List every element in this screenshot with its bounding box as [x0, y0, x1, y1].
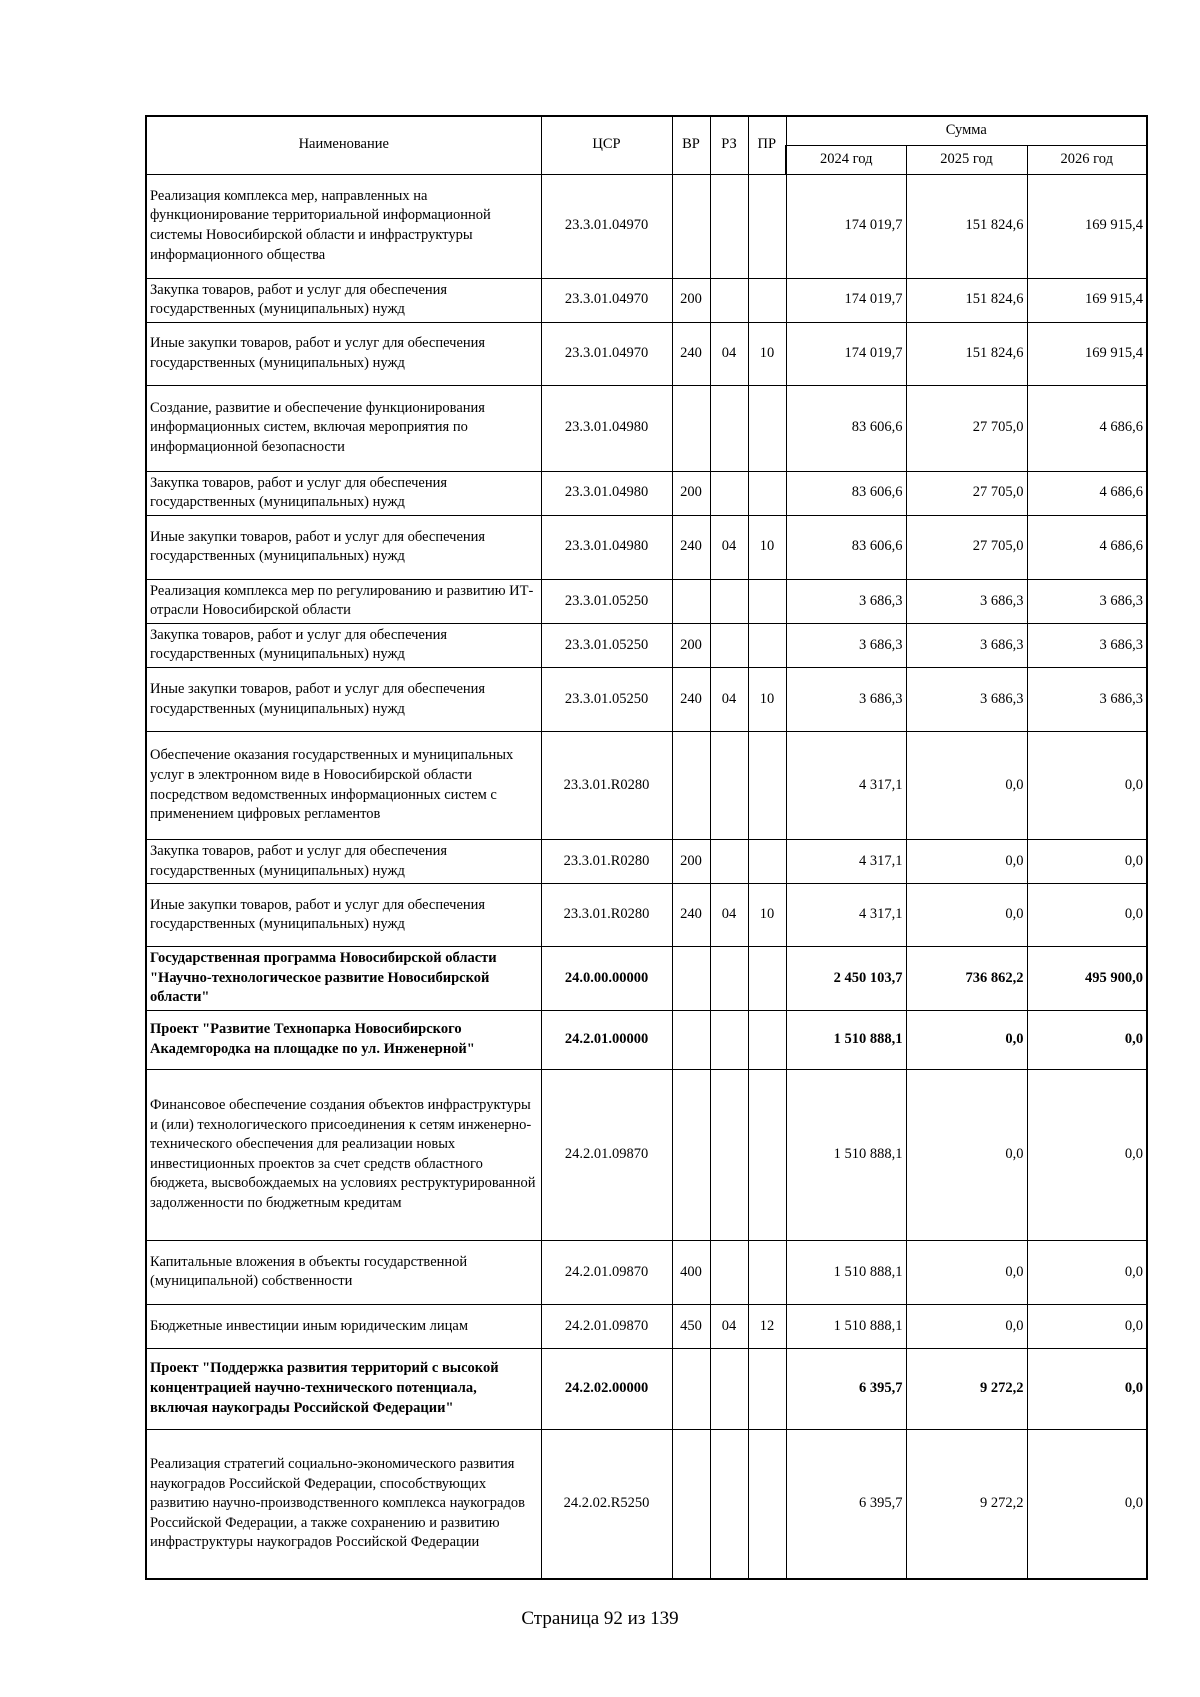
row-name: Реализация комплекса мер по регулированию и развитию ИТ-отрасли Новосибирской области: [146, 579, 541, 623]
row-rz: [710, 385, 748, 471]
row-vr: [672, 947, 710, 1011]
row-sum-2024: 4 317,1: [786, 732, 906, 840]
row-sum-2024: 1 510 888,1: [786, 1069, 906, 1240]
row-sum-2025: 151 824,6: [906, 322, 1027, 385]
row-pr: [748, 385, 786, 471]
row-pr: 10: [748, 668, 786, 732]
header-name: Наименование: [146, 116, 541, 174]
row-rz: [710, 1240, 748, 1304]
row-rz: 04: [710, 668, 748, 732]
row-name: Бюджетные инвестиции иным юридическим лицам: [146, 1304, 541, 1348]
row-csr: 24.2.02.00000: [541, 1348, 672, 1429]
row-sum-2024: 1 510 888,1: [786, 1304, 906, 1348]
row-sum-2024: 83 606,6: [786, 471, 906, 515]
row-pr: [748, 1348, 786, 1429]
row-csr: 23.3.01.04970: [541, 322, 672, 385]
row-pr: [748, 278, 786, 322]
row-pr: [748, 1010, 786, 1069]
row-vr: [672, 1429, 710, 1579]
row-sum-2025: 151 824,6: [906, 278, 1027, 322]
row-sum-2026: 3 686,3: [1027, 668, 1147, 732]
row-csr: 24.0.00.00000: [541, 947, 672, 1011]
row-sum-2026: 0,0: [1027, 840, 1147, 884]
row-csr: 23.3.01.05250: [541, 623, 672, 667]
row-sum-2025: 0,0: [906, 884, 1027, 947]
row-sum-2024: 83 606,6: [786, 385, 906, 471]
row-name: Капитальные вложения в объекты государственной (муниципальной) собственности: [146, 1240, 541, 1304]
row-name: Закупка товаров, работ и услуг для обеспечения государственных (муниципальных) нужд: [146, 278, 541, 322]
row-sum-2026: 0,0: [1027, 732, 1147, 840]
row-vr: [672, 1348, 710, 1429]
header-rz: РЗ: [710, 116, 748, 174]
row-csr: 23.3.01.R0280: [541, 840, 672, 884]
row-sum-2024: 2 450 103,7: [786, 947, 906, 1011]
row-rz: [710, 278, 748, 322]
row-vr: 240: [672, 884, 710, 947]
row-csr: 23.3.01.04980: [541, 385, 672, 471]
row-pr: [748, 579, 786, 623]
row-vr: [672, 1010, 710, 1069]
row-sum-2024: 3 686,3: [786, 623, 906, 667]
row-rz: [710, 579, 748, 623]
row-csr: 23.3.01.R0280: [541, 884, 672, 947]
row-name: Закупка товаров, работ и услуг для обеспечения государственных (муниципальных) нужд: [146, 471, 541, 515]
row-rz: 04: [710, 884, 748, 947]
row-rz: [710, 732, 748, 840]
row-name: Иные закупки товаров, работ и услуг для обеспечения государственных (муниципальных) нужд: [146, 515, 541, 579]
row-sum-2026: 0,0: [1027, 1069, 1147, 1240]
row-csr: 23.3.01.04970: [541, 278, 672, 322]
row-sum-2025: 0,0: [906, 1010, 1027, 1069]
row-sum-2025: 3 686,3: [906, 579, 1027, 623]
row-sum-2025: 0,0: [906, 840, 1027, 884]
header-vr: ВР: [672, 116, 710, 174]
row-sum-2024: 6 395,7: [786, 1429, 906, 1579]
table-row: [146, 174, 1147, 278]
header-year-2026: 2026 год: [1027, 145, 1147, 174]
header-sum: Сумма: [786, 116, 1147, 145]
row-vr: 200: [672, 471, 710, 515]
row-csr: 23.3.01.04980: [541, 471, 672, 515]
header-csr: ЦСР: [541, 116, 672, 174]
row-vr: 400: [672, 1240, 710, 1304]
header-year-2025: 2025 год: [906, 145, 1027, 174]
table-row: [146, 1304, 1147, 1348]
row-sum-2026: 4 686,6: [1027, 471, 1147, 515]
row-name: Реализация комплекса мер, направленных на функционирование территориальной информационной системы Новосибирской области и инфраструктуры информационного общества: [146, 174, 541, 278]
row-sum-2026: 3 686,3: [1027, 579, 1147, 623]
row-vr: 200: [672, 840, 710, 884]
row-sum-2025: 0,0: [906, 1240, 1027, 1304]
row-sum-2025: 0,0: [906, 1304, 1027, 1348]
table-row: [146, 1348, 1147, 1429]
row-rz: [710, 1069, 748, 1240]
row-csr: 23.3.01.04970: [541, 174, 672, 278]
row-sum-2025: 3 686,3: [906, 623, 1027, 667]
row-sum-2024: 6 395,7: [786, 1348, 906, 1429]
row-sum-2025: 151 824,6: [906, 174, 1027, 278]
table-row: [146, 1429, 1147, 1579]
row-csr: 23.3.01.04980: [541, 515, 672, 579]
table-row: [146, 840, 1147, 884]
row-name: Иные закупки товаров, работ и услуг для обеспечения государственных (муниципальных) нужд: [146, 884, 541, 947]
row-sum-2026: 0,0: [1027, 1304, 1147, 1348]
table-body: [146, 174, 1147, 1579]
row-csr: 23.3.01.05250: [541, 668, 672, 732]
row-sum-2026: 3 686,3: [1027, 623, 1147, 667]
row-rz: [710, 471, 748, 515]
row-sum-2024: 4 317,1: [786, 884, 906, 947]
table-row: [146, 579, 1147, 623]
table-row: [146, 1010, 1147, 1069]
row-rz: 04: [710, 515, 748, 579]
row-pr: 10: [748, 515, 786, 579]
row-name: Создание, развитие и обеспечение функционирования информационных систем, включая мероприятия по информационной безопасности: [146, 385, 541, 471]
table-row: [146, 278, 1147, 322]
page-number: Страница 92 из 139: [521, 1608, 679, 1629]
row-vr: [672, 1069, 710, 1240]
row-sum-2024: 3 686,3: [786, 668, 906, 732]
row-sum-2024: 174 019,7: [786, 322, 906, 385]
row-sum-2026: 0,0: [1027, 1010, 1147, 1069]
row-name: Проект "Поддержка развития территорий с высокой концентрацией научно-технического потенциала, включая наукограды Российской Федерации": [146, 1348, 541, 1429]
row-sum-2024: 3 686,3: [786, 579, 906, 623]
row-name: Финансовое обеспечение создания объектов инфраструктуры и (или) технологического присоединения к сетям инженерно-технического обеспечения для реализации новых инвестиционных проектов за счет средств областного бюджета, высвобождаемых на условиях реструктурированной задолженности по бюджетным кредитам: [146, 1069, 541, 1240]
table-row: [146, 1069, 1147, 1240]
row-name: Иные закупки товаров, работ и услуг для обеспечения государственных (муниципальных) нужд: [146, 668, 541, 732]
row-pr: [748, 840, 786, 884]
row-vr: 240: [672, 515, 710, 579]
row-sum-2026: 169 915,4: [1027, 174, 1147, 278]
row-sum-2024: 1 510 888,1: [786, 1240, 906, 1304]
row-sum-2026: 0,0: [1027, 1240, 1147, 1304]
row-vr: [672, 732, 710, 840]
row-csr: 24.2.01.09870: [541, 1304, 672, 1348]
row-sum-2026: 169 915,4: [1027, 278, 1147, 322]
row-pr: [748, 623, 786, 667]
row-rz: 04: [710, 1304, 748, 1348]
table-header: [146, 116, 1147, 174]
row-name: Закупка товаров, работ и услуг для обеспечения государственных (муниципальных) нужд: [146, 840, 541, 884]
row-sum-2026: 4 686,6: [1027, 515, 1147, 579]
row-pr: [748, 471, 786, 515]
row-pr: [748, 947, 786, 1011]
row-vr: [672, 579, 710, 623]
row-rz: [710, 1429, 748, 1579]
row-pr: 10: [748, 322, 786, 385]
table-row: [146, 884, 1147, 947]
row-sum-2025: 0,0: [906, 732, 1027, 840]
row-sum-2024: 1 510 888,1: [786, 1010, 906, 1069]
row-sum-2025: 27 705,0: [906, 385, 1027, 471]
row-name: Государственная программа Новосибирской области "Научно-технологическое развитие Новосибирской области": [146, 947, 541, 1011]
row-sum-2025: 9 272,2: [906, 1429, 1027, 1579]
row-sum-2024: 4 317,1: [786, 840, 906, 884]
row-sum-2025: 736 862,2: [906, 947, 1027, 1011]
row-csr: 23.3.01.05250: [541, 579, 672, 623]
row-rz: [710, 623, 748, 667]
row-rz: [710, 174, 748, 278]
row-name: Проект "Развитие Технопарка Новосибирского Академгородка на площадке по ул. Инженерной": [146, 1010, 541, 1069]
row-name: Закупка товаров, работ и услуг для обеспечения государственных (муниципальных) нужд: [146, 623, 541, 667]
row-vr: [672, 385, 710, 471]
row-sum-2026: 169 915,4: [1027, 322, 1147, 385]
row-sum-2026: 0,0: [1027, 1348, 1147, 1429]
table-row: [146, 1240, 1147, 1304]
row-pr: 12: [748, 1304, 786, 1348]
table-row: [146, 385, 1147, 471]
row-sum-2025: 27 705,0: [906, 471, 1027, 515]
row-pr: [748, 174, 786, 278]
row-sum-2026: 0,0: [1027, 884, 1147, 947]
row-vr: 200: [672, 278, 710, 322]
row-pr: [748, 732, 786, 840]
table-row: [146, 668, 1147, 732]
row-pr: [748, 1240, 786, 1304]
row-rz: [710, 1010, 748, 1069]
row-sum-2024: 174 019,7: [786, 174, 906, 278]
table-row: [146, 623, 1147, 667]
row-pr: [748, 1429, 786, 1579]
row-vr: 240: [672, 322, 710, 385]
row-sum-2026: 4 686,6: [1027, 385, 1147, 471]
row-sum-2025: 9 272,2: [906, 1348, 1027, 1429]
row-rz: [710, 1348, 748, 1429]
table-row: [146, 732, 1147, 840]
row-csr: 24.2.01.00000: [541, 1010, 672, 1069]
row-csr: 24.2.02.R5250: [541, 1429, 672, 1579]
row-vr: 200: [672, 623, 710, 667]
row-sum-2025: 3 686,3: [906, 668, 1027, 732]
row-pr: [748, 1069, 786, 1240]
row-vr: 450: [672, 1304, 710, 1348]
row-csr: 24.2.01.09870: [541, 1069, 672, 1240]
row-name: Реализация стратегий социально-экономического развития наукоградов Российской Федерации, способствующих развитию научно-производственного комплекса наукоградов Российской Федерации, а также сохранению и развитию инфраструктуры наукоградов Российской Федерации: [146, 1429, 541, 1579]
row-sum-2025: 27 705,0: [906, 515, 1027, 579]
header-pr: ПР: [748, 116, 786, 174]
header-year-2024: 2024 год: [786, 145, 906, 174]
row-csr: 24.2.01.09870: [541, 1240, 672, 1304]
row-sum-2024: 174 019,7: [786, 278, 906, 322]
row-sum-2024: 83 606,6: [786, 515, 906, 579]
row-csr: 23.3.01.R0280: [541, 732, 672, 840]
row-name: Обеспечение оказания государственных и муниципальных услуг в электронном виде в Новосибирской области посредством ведомственных информационных систем с применением цифровых регламентов: [146, 732, 541, 840]
row-name: Иные закупки товаров, работ и услуг для обеспечения государственных (муниципальных) нужд: [146, 322, 541, 385]
row-rz: 04: [710, 322, 748, 385]
table-row: [146, 947, 1147, 1011]
row-vr: 240: [672, 668, 710, 732]
row-rz: [710, 947, 748, 1011]
row-sum-2026: 495 900,0: [1027, 947, 1147, 1011]
budget-table: [145, 115, 1148, 1580]
row-sum-2026: 0,0: [1027, 1429, 1147, 1579]
row-pr: 10: [748, 884, 786, 947]
row-sum-2025: 0,0: [906, 1069, 1027, 1240]
table-row: [146, 471, 1147, 515]
table-row: [146, 515, 1147, 579]
row-rz: [710, 840, 748, 884]
table-row: [146, 322, 1147, 385]
row-vr: [672, 174, 710, 278]
